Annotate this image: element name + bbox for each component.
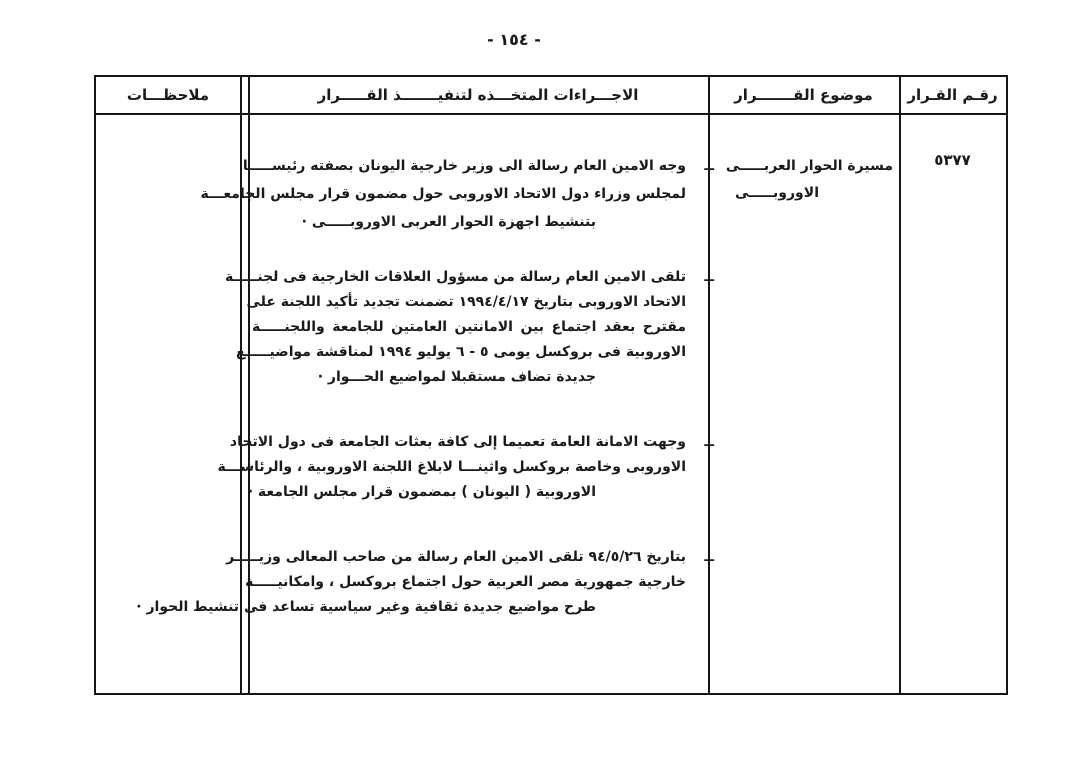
- header-decision-number: رقـم القـرار: [907, 86, 998, 104]
- dash-bullet-icon: ــ: [704, 549, 714, 565]
- action-paragraph: [224, 265, 714, 390]
- decision-number-cell: ٥٣٧٧: [934, 151, 971, 169]
- subject-line: مسيرة الحوار العربـــــى: [725, 158, 893, 174]
- dash-bullet-icon: ــ: [704, 158, 714, 174]
- action-line: خارجية جمهورية مصر العربية حول اجتماع بروكسل ، وامكانيـــــة: [245, 574, 686, 590]
- action-paragraph: [200, 152, 714, 236]
- table-header-separator: [96, 113, 1006, 115]
- action-line: بتاريخ ٩٤/٥/٢٦ تلقى الامين العام رسالة من صاحب المعالى وزيـــــر: [226, 549, 686, 565]
- action-line: الاوروبى وخاصة بروكسل واثينـــا لابلاغ اللجنة الاوروبية ، والرئاســـة: [217, 459, 686, 475]
- action-line: الاوروبية فى بروكسل يومى ٥ - ٦ يوليو ١٩٩٤ لمناقشة مواضيـــــع: [235, 344, 686, 360]
- action-line: تلقى الامين العام رسالة من مسؤول العلاقات الخارجية فى لجنـــــة: [224, 269, 686, 285]
- action-line: طرح مواضيع جديدة ثقافية وغير سياسية تساعد فى تنشيط الحوار ·: [136, 599, 596, 615]
- action-paragraph: [136, 545, 714, 620]
- dash-bullet-icon: ــ: [704, 269, 714, 285]
- action-line: جديدة تضاف مستقبلا لمواضيع الحـــوار ·: [317, 369, 596, 385]
- action-paragraph: [217, 430, 714, 505]
- header-actions-taken: الاجـــراءات المتخـــذه لتنفيـــــــذ القـــــرار: [317, 86, 639, 104]
- table-border-subject-number: [899, 77, 901, 693]
- action-line: مقترح بعقد اجتماع بين الامانتين العامتين للجامعة واللجنـــــة: [252, 319, 686, 335]
- action-line: وجهت الامانة العامة تعميما إلى كافة بعثات الجامعة فى دول الاتحاد: [229, 434, 686, 450]
- decision-subject-cell: [713, 153, 893, 207]
- action-line: الاوروبية ( اليونان ) بمضمون قرار مجلس الجامعة ·: [247, 484, 596, 500]
- action-line: الاتحاد الاوروبى بتاريخ ١٩٩٤/٤/١٧ تضمنت تجديد تأكيد اللجنة على: [246, 294, 686, 310]
- page-number: - ١٥٤ -: [487, 30, 541, 49]
- action-line: لمجلس وزراء دول الاتحاد الاوروبى حول مضمون قرار مجلس الجامعـــة: [200, 186, 686, 202]
- decisions-table: [94, 75, 1008, 695]
- action-line: وجه الامين العام رسالة الى وزير خارجية اليونان بصفته رئيســـــا: [242, 158, 686, 174]
- subject-line: الاوروبـــــى: [734, 185, 819, 201]
- dash-bullet-icon: ــ: [704, 434, 714, 450]
- header-decision-subject: موضوع القـــــــرار: [734, 86, 873, 104]
- action-line: بتنشيط اجهزة الحوار العربى الاوروبـــــى ·: [301, 214, 596, 230]
- header-remarks: ملاحظـــات: [126, 86, 210, 104]
